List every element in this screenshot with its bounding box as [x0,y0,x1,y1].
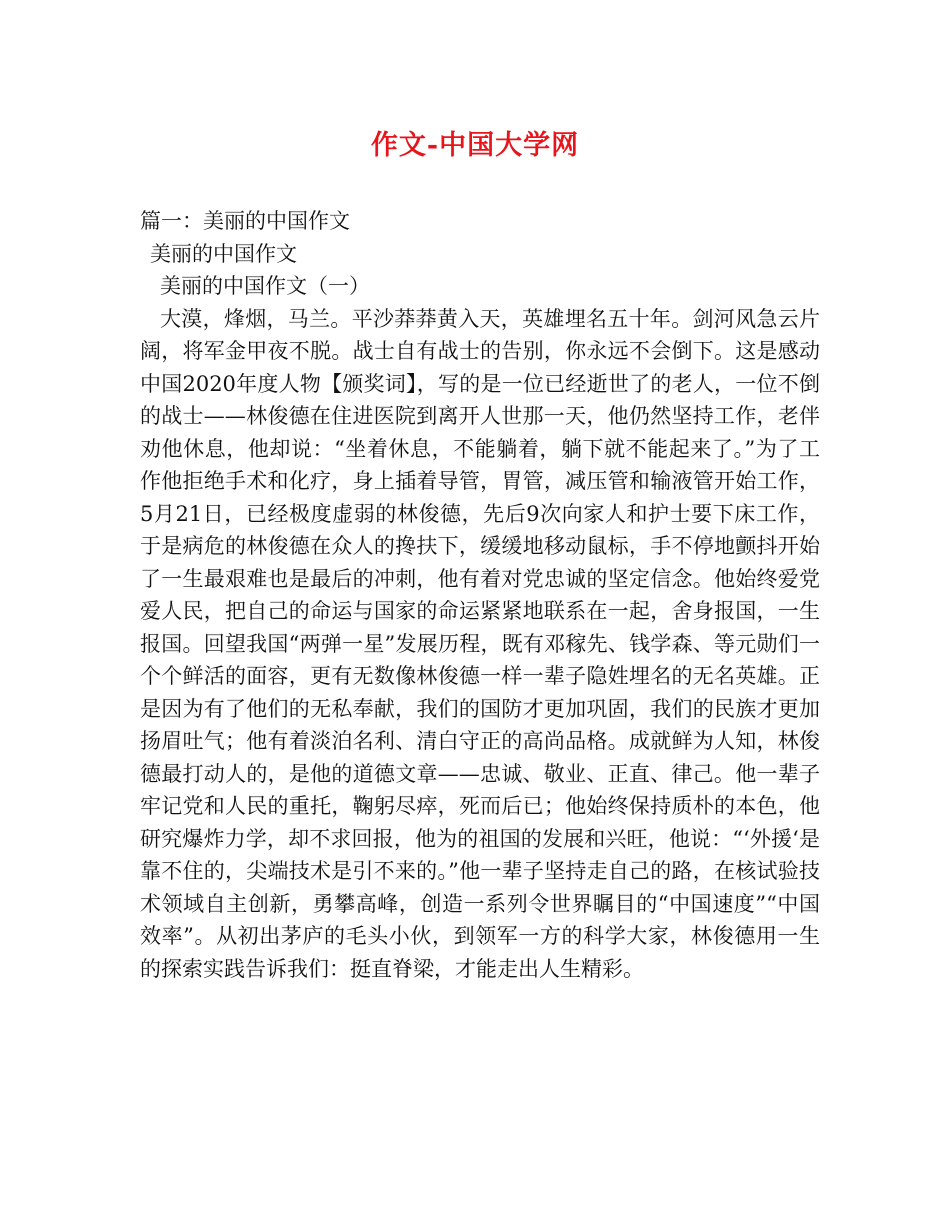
essay-subtitle: 美丽的中国作文 [150,241,297,266]
document-title: 作文-中国大学网 [370,130,580,161]
essay-part-title: 美丽的中国作文（一） [160,274,370,298]
essay-body-paragraph: 大漠，烽烟，马兰。平沙莽莽黄入天，英雄埋名五十年。剑河风急云片阔，将军金甲夜不脱。战士自有战士的告别，你永远不会倒下。这是感动中国2020年度人物【颁奖词】，写的是一位已经逝世了的老人，一位不倒的战士——林俊德在住进医院到离开人世那一天，他仍然坚持工作，老伴劝他休息，他却说：“坐着休息，不能躺着，躺下就不能起来了。”为了工作他拒绝手术和化疗，身上插着导管，胃管，减压管和输液管开始工作，5月21日，已经极度虚弱的林俊德，先后9次向家人和护士要下床工作，于是病危的林俊德在众人的搀扶下，缓缓地移动鼠标，手不停地颤抖开始了一生最艰难也是最后的冲刺，他有着对党忠诚的坚定信念。他始终爱党爱人民，把自己的命运与国家的命运紧紧地联系在一起，舍身报国，一生报国。回望我国“两弹一星”发展历程，既有邓稼先、钱学森、等元勋们一个个鲜活的面容，更有无数像林俊德一样一辈子隐姓埋名的无名英雄。正是因为有了他们的无私奉献，我们的国防才更加巩固，我们的民族才更加扬眉吐气；他有着淡泊名利、清白守正的高尚品格。成就鲜为人知，林俊德最打动人的，是他的道德文章——忠诚、敬业、正直、律己。他一辈子牢记党和人民的重托，鞠躬尽瘁，死而后已；他始终保持质朴的本色，他研究爆炸力学，却不求回报，他为的祖国的发展和兴旺，他说：“‘外援‘是靠不住的，尖端技术是引不来的。”他一辈子坚持走自己的路，在核试验技术领域自主创新，勇攀高峰，创造一系列令世界瞩目的“中国速度”“中国效率”。从初出茅庐的毛头小伙，到领军一方的科学大家，林俊德用一生的探索实践告诉我们：挺直脊梁，才能走出人生精彩。 [140,306,820,981]
document-content [140,205,830,985]
section-heading: 篇一：美丽的中国作文 [140,209,350,233]
